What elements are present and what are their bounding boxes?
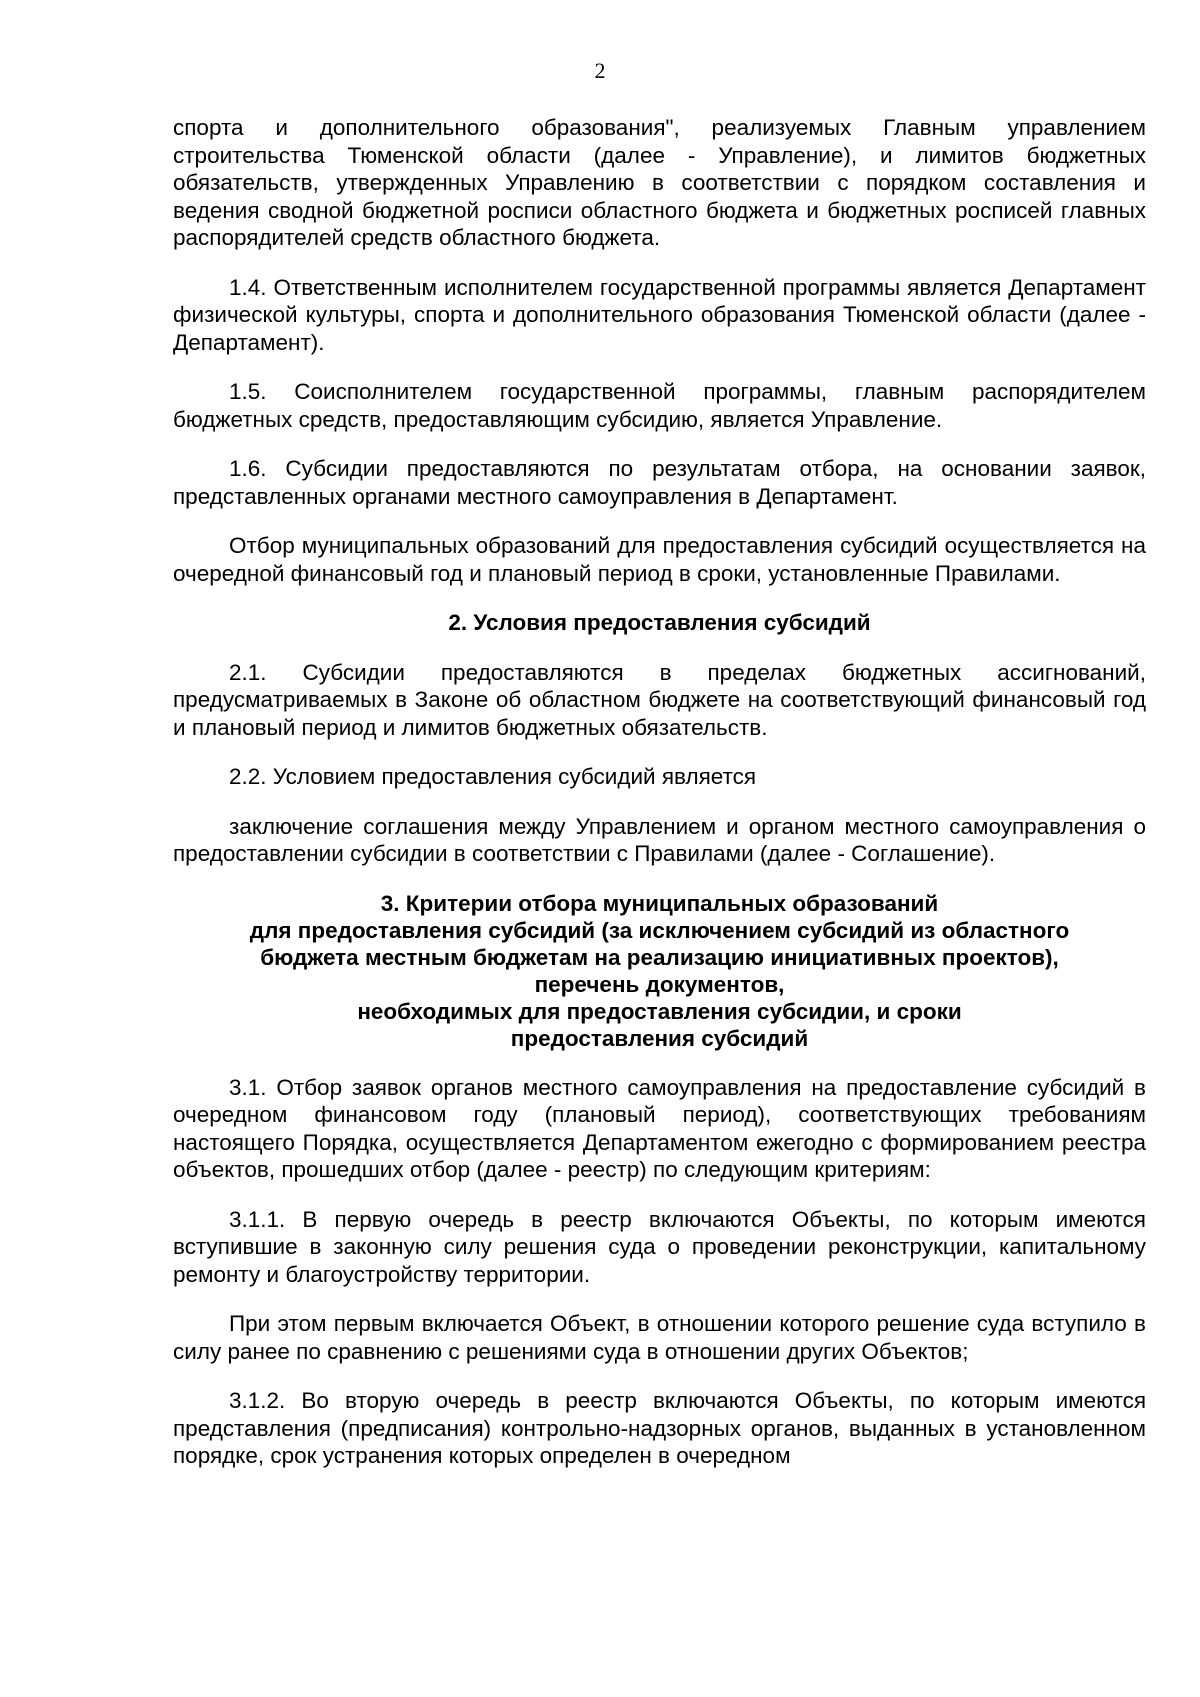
- paragraph-1-5: 1.5. Соисполнителем государственной программы, главным распорядителем бюджетных средств, предоставляющим субсидию, является Управление.: [173, 379, 1146, 432]
- paragraph-1-6-selection: Отбор муниципальных образований для предоставления субсидий осуществляется на очередной финансовый год и плановый период в сроки, установленные Правилами.: [173, 533, 1146, 586]
- paragraph-1-6: 1.6. Субсидии предоставляются по результатам отбора, на основании заявок, представленных органами местного самоуправления в Департамент.: [173, 456, 1146, 509]
- paragraph-3-1-2: 3.1.2. Во вторую очередь в реестр включаются Объекты, по которым имеются представления (предписания) контрольно-надзорных органов, выданных в установленном порядке, срок устранения которых определен в очередном: [173, 1388, 1146, 1468]
- paragraph-3-1: 3.1. Отбор заявок органов местного самоуправления на предоставление субсидий в очередном финансовом году (плановый период), соответствующих требованиям настоящего Порядка, осуществляется Департаментом ежегодно с формированием реестра объектов, прошедших отбор (далее - реестр) по следующим критериям:: [173, 1074, 1146, 1182]
- section-3-heading-line: перечень документов,: [534, 971, 785, 997]
- section-3-heading-line: 3. Критерии отбора муниципальных образований: [380, 890, 939, 916]
- paragraph-2-2: 2.2. Условием предоставления субсидий является: [229, 764, 757, 789]
- document-body: [173, 114, 1146, 1492]
- paragraph-3-1-1-priority: При этом первым включается Объект, в отношении которого решение суда вступило в силу ранее по сравнению с решениями суда в отношении других Объектов;: [173, 1311, 1146, 1364]
- section-2-heading: 2. Условия предоставления субсидий: [448, 610, 871, 635]
- paragraph-continuation: спорта и дополнительного образования", реализуемых Главным управлением строительства Тюменской области (далее - Управление), и лимитов бюджетных обязательств, утвержденных Управлению в соответствии с порядком составления и ведения сводной бюджетной росписи областного бюджета и бюджетных росписей главных распорядителей средств областного бюджета.: [173, 115, 1146, 250]
- section-3-heading-line: бюджета местным бюджетам на реализацию инициативных проектов),: [260, 944, 1059, 970]
- section-3-heading: [173, 890, 1146, 1052]
- paragraph-2-1: 2.1. Субсидии предоставляются в пределах бюджетных ассигнований, предусматриваемых в Законе об областном бюджете на соответствующий финансовый год и плановый период и лимитов бюджетных обязательств.: [173, 659, 1146, 740]
- page-number: 2: [594, 58, 606, 83]
- paragraph-1-4: 1.4. Ответственным исполнителем государственной программы является Департамент физической культуры, спорта и дополнительного образования Тюменской области (далее - Департамент).: [173, 274, 1146, 355]
- paragraph-3-1-1: 3.1.1. В первую очередь в реестр включаются Объекты, по которым имеются вступившие в законную силу решения суда о проведении реконструкции, капитальному ремонту и благоустройству территории.: [173, 1206, 1146, 1287]
- section-3-heading-line: для предоставления субсидий (за исключением субсидий из областного: [249, 917, 1070, 943]
- section-3-heading-line: необходимых для предоставления субсидии, и сроки: [357, 998, 962, 1024]
- paragraph-2-2-agreement: заключение соглашения между Управлением и органом местного самоуправления о предоставлении субсидии в соответствии с Правилами (далее - Соглашение).: [173, 813, 1146, 866]
- section-3-heading-line: предоставления субсидий: [510, 1025, 809, 1051]
